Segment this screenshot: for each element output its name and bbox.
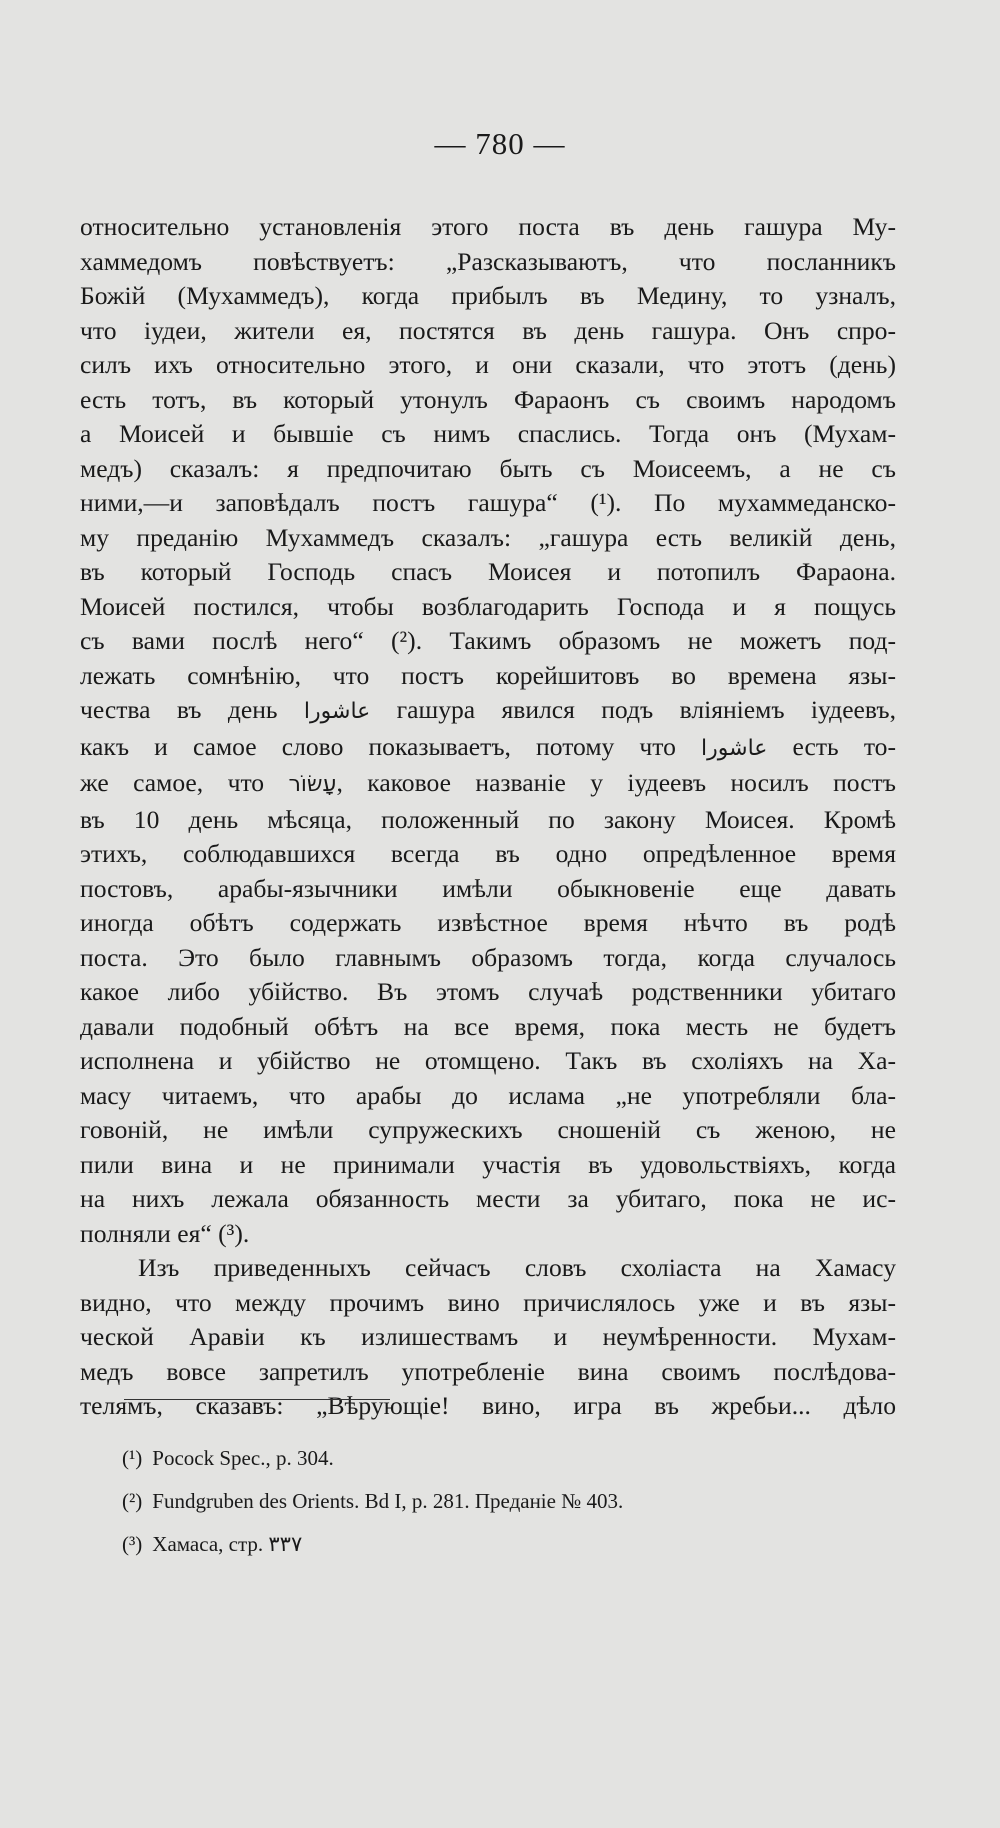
text-fragment: гашура явился подъ вліяніемъ іудеевъ, <box>396 695 897 724</box>
text-line-with-arabic <box>80 730 896 767</box>
text-line: въ который Господь спасъ Моисея и потопилъ Фараона. <box>80 557 896 586</box>
text-line: ними,—и заповѣдалъ постъ гашура“ (¹). По мухаммеданско- <box>80 488 896 517</box>
text-line: Изъ приведенныхъ сейчасъ словъ схоліаста на Хамасу <box>138 1253 896 1282</box>
text-fragment: же самое, что <box>80 768 265 797</box>
text-line: масу читаемъ, что арабы до ислама „не употребляли бла- <box>80 1080 896 1110</box>
text-line: какое либо убійство. Въ этомъ случаѣ родственники убитаго <box>80 977 896 1006</box>
text-line-with-arabic <box>80 693 896 730</box>
text-line: этихъ, соблюдавшихся всегда въ одно опредѣленное время <box>80 839 896 868</box>
text-line: есть тотъ, въ который утонулъ Фараонъ съ своимъ народомъ <box>80 384 896 414</box>
text-line: медъ вовсе запретилъ употребленіе вина своимъ послѣдова- <box>80 1356 896 1386</box>
footnotes <box>122 1437 902 1566</box>
text-line: постовъ, арабы-язычники имѣли обыкновеніе еще давать <box>80 873 896 903</box>
arabic-word: عاشورا <box>701 735 768 761</box>
text-fragment: есть то- <box>792 731 896 761</box>
text-line: а Моисей и бывшіе съ нимъ спаслись. Тогда онъ (Мухам- <box>80 419 896 448</box>
text-line: иногда обѣтъ содержать извѣстное время нѣчто въ родѣ <box>80 908 896 937</box>
text-line: поста. Это было главнымъ образомъ тогда, когда случалось <box>80 942 896 972</box>
footnote-text: Fundgruben des Orients. Bd I, p. 281. Преданіе № 403. <box>152 1489 624 1513</box>
text-line: Божій (Мухаммедъ), когда прибылъ въ Медину, то узналъ, <box>80 281 896 310</box>
text-line: медъ) сказалъ: я предпочитаю быть съ Моисеемъ, а не съ <box>80 453 896 483</box>
paragraph-1 <box>80 210 896 1251</box>
text-line-with-hebrew <box>80 766 896 803</box>
text-line: ческой Аравіи къ излишествамъ и неумѣренности. Мухам- <box>80 1322 896 1351</box>
text-line: телямъ, сказавъ: „Вѣрующіе! вино, игра въ жребьи... дѣло <box>80 1391 896 1420</box>
text-line: съ вами послѣ него“ (²). Такимъ образомъ не можетъ под- <box>80 626 896 655</box>
text-fragment: чества въ день <box>80 695 278 724</box>
text-line: силъ ихъ относительно этого, и они сказали, что этотъ (день) <box>80 350 896 379</box>
footnote <box>122 1480 902 1523</box>
text-line: Моисей постился, чтобы возблагодарить Господа и я пощусь <box>80 591 896 621</box>
text-line: полняли ея“ (³). <box>80 1218 250 1248</box>
text-line: давали подобный обѣтъ на все время, пока месть не будетъ <box>80 1011 896 1041</box>
text-line: видно, что между прочимъ вино причислялось уже и въ язы- <box>80 1287 896 1317</box>
page-number: — 780 — <box>434 126 566 161</box>
text-line: на нихъ лежала обязанность мести за убитаго, пока не ис- <box>80 1184 896 1213</box>
text-fragment: какъ и самое слово показываетъ, потому что <box>80 731 676 761</box>
footnote-mark: (³) <box>122 1532 143 1556</box>
footnote <box>122 1523 902 1566</box>
text-line: что іудеи, жители ея, постятся въ день гашура. Онъ спро- <box>80 315 896 345</box>
text-line: говоній, не имѣли супружескихъ сношеній съ женою, не <box>80 1115 896 1144</box>
text-line: относительно установленія этого поста въ день гашура Му- <box>80 212 896 241</box>
text-line: пили вина и не принимали участія въ удовольствіяхъ, когда <box>80 1149 896 1179</box>
footnote-mark: (²) <box>122 1489 143 1513</box>
main-text <box>80 210 896 1424</box>
text-fragment: , каковое названіе у іудеевъ носилъ постъ <box>336 768 896 797</box>
text-line: лежать сомнѣнію, что постъ корейшитовъ во времена язы- <box>80 660 896 690</box>
paragraph-2 <box>80 1251 896 1424</box>
footnote-text: Хамаса, стр. ٣٣٧ <box>152 1532 303 1556</box>
footnote-mark: (¹) <box>122 1446 143 1470</box>
text-line: хаммедомъ повѣствуетъ: „Разсказываютъ, что посланникъ <box>80 246 896 276</box>
text-line: му преданію Мухаммедъ сказалъ: „гашура есть великій день, <box>80 522 896 552</box>
footnote <box>122 1437 902 1480</box>
footnote-text: Pocock Spec., p. 304. <box>152 1446 334 1470</box>
hebrew-word: עָשׂוֹר <box>288 772 337 797</box>
text-line: исполнена и убійство не отомщено. Такъ въ схоліяхъ на Ха- <box>80 1046 896 1075</box>
footnote-divider <box>124 1399 390 1400</box>
arabic-word: عاشورا <box>303 699 371 724</box>
text-line: въ 10 день мѣсяца, положенный по закону Моисея. Кромѣ <box>80 804 896 834</box>
